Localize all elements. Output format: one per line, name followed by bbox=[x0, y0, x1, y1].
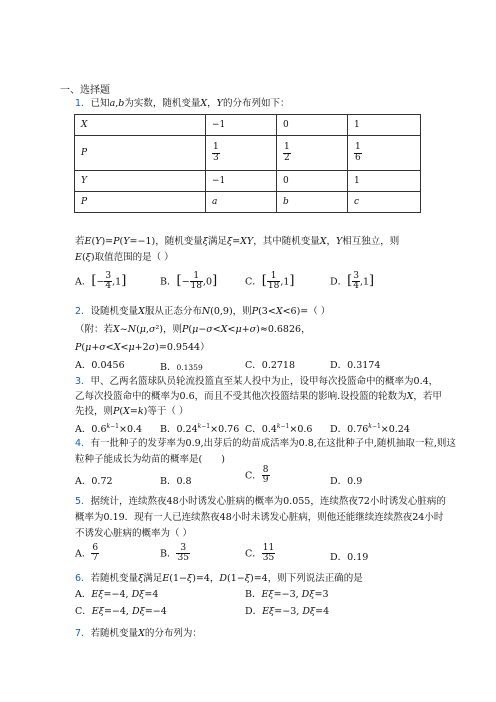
table-cell: c bbox=[348, 192, 421, 213]
q1-option-c: C．[ $\frac{1}{18}$ ,1] bbox=[245, 271, 295, 292]
q1-option-d: D．[ $\frac{3}{4}$ ,1] bbox=[330, 271, 375, 292]
q3-option-c: C．$0.4^{k-1}\times 0.6$ bbox=[245, 423, 313, 436]
q5-line3: 不诱发心脏病的概率为（ ） bbox=[75, 528, 193, 539]
q1-option-a: A．[− $\frac{3}{4}$ ,1] bbox=[75, 271, 127, 292]
table-cell: a bbox=[206, 192, 277, 213]
table-cell: 1 bbox=[348, 171, 421, 192]
table-cell: $\frac{1}{2}$ bbox=[277, 136, 348, 171]
q5-option-b: B． $\frac{3}{35}$ bbox=[160, 543, 189, 564]
q2-option-c: C．0.2718 bbox=[245, 360, 296, 371]
q4-number: 4． bbox=[75, 438, 91, 449]
q4-option-b: B．0.8 bbox=[160, 476, 192, 487]
table-cell: $\frac{1}{6}$ bbox=[348, 136, 421, 171]
q5-option-c: C． $\frac{11}{35}$ bbox=[245, 543, 275, 564]
table-row bbox=[75, 136, 421, 171]
q3-option-b: B．$0.24^{k-1}\times 0.76$ bbox=[160, 423, 240, 436]
q6-option-d: D．Eξ=−3, Dξ=4 bbox=[245, 606, 330, 617]
q1-condition-line1: 若E(Y)=P(Y=−1)，随机变量ξ满足ξ=XY，其中随机变量X，Y相互独立，则 bbox=[75, 236, 400, 247]
q6-option-c: C．Eξ=−4, Dξ=−4 bbox=[75, 606, 167, 617]
q2-option-d: D．0.3174 bbox=[330, 360, 381, 371]
q2-note-line1: （附：若X~N(μ,σ²)，则P(μ−σ<X<μ+σ)≈0.6826， bbox=[75, 324, 311, 335]
distribution-table bbox=[74, 114, 421, 213]
q5-option-a: A． $\frac{6}{7}$ bbox=[75, 543, 99, 564]
q4-line1: 4．有一批种子的发芽率为0.9,出芽后的幼苗成活率为0.8,在这批种子中,随机抽取一粒,则这 bbox=[75, 438, 456, 449]
q6-stem: 6．若随机变量ξ满足E(1−ξ)=4，D(1−ξ)=4，则下列说法正确的是 bbox=[75, 573, 363, 584]
q6-number: 6． bbox=[75, 573, 91, 584]
q5-line1: 5．据统计，连续熬夜48小时诱发心脏病的概率为0.055，连续熬夜72小时诱发心脏病的 bbox=[75, 496, 446, 507]
table-cell: b bbox=[277, 192, 348, 213]
q1-option-b: B．[− $\frac{1}{18}$ ,0] bbox=[160, 271, 218, 292]
q5-line2: 概率为0.19．现有一人已连续熬夜48小时未诱发心脏病，则他还能继续连续熬夜24小时 bbox=[75, 512, 444, 523]
q3-line2: 乙每次投篮命中的概率为0.6，而且不受其他次投篮结果的影响.设投篮的轮数为X，若甲 bbox=[75, 391, 442, 402]
table-cell: −1 bbox=[206, 115, 277, 136]
q4-option-c: C． $\frac{8}{9}$ bbox=[245, 465, 269, 486]
q2-number: 2． bbox=[75, 306, 91, 317]
q3-number: 3． bbox=[75, 376, 91, 387]
table-cell: −1 bbox=[206, 171, 277, 192]
q3-option-d: D．$0.76^{k-1}\times 0.24$ bbox=[330, 423, 410, 436]
table-cell: Y bbox=[75, 171, 206, 192]
table-cell: X bbox=[75, 115, 206, 136]
table-cell: P bbox=[75, 192, 206, 213]
q4-option-d: D．0.9 bbox=[330, 476, 363, 487]
q4-line2: 粒种子能成长为幼苗的概率是( ) bbox=[75, 454, 225, 465]
q6-option-b: B．Eξ=−3, Dξ=3 bbox=[245, 589, 329, 600]
table-row bbox=[75, 192, 421, 213]
q3-line1: 3．甲、乙两名篮球队员轮流投篮直至某人投中为止，设甲每次投篮命中的概率为0.4， bbox=[75, 376, 439, 387]
q1-condition-line2: E(ξ)取值范围的是（ ） bbox=[75, 252, 174, 263]
q6-option-a: A．Eξ=−4, Dξ=4 bbox=[75, 589, 159, 600]
q5-option-d: D．0.19 bbox=[330, 552, 369, 563]
q2-stem: 2．设随机变量X服从正态分布N(0,9)，则P(3<X<6)=（ ） bbox=[75, 306, 331, 317]
q3-option-a: A．$0.6^{k-1}\times 0.4$ bbox=[75, 423, 143, 436]
q2-option-a: A．0.0456 bbox=[75, 360, 125, 371]
section-title: 一、选择题 bbox=[60, 85, 110, 96]
q7-number: 7． bbox=[75, 628, 91, 639]
q1-stem: 1．已知a,b为实数，随机变量X，Y的分布列如下： bbox=[75, 98, 290, 109]
q3-line3: 先投，则P(X=k)等于（ ） bbox=[75, 406, 189, 417]
table-cell: P bbox=[75, 136, 206, 171]
q4-option-a: A．0.72 bbox=[75, 476, 113, 487]
q7-stem: 7．若随机变量X的分布列为： bbox=[75, 628, 202, 639]
table-cell: 1 bbox=[348, 115, 421, 136]
table-cell: 0 bbox=[277, 115, 348, 136]
table-cell: 0 bbox=[277, 171, 348, 192]
q2-note-line2: P(μ+σ<X<μ+2σ)=0.9544） bbox=[75, 342, 210, 353]
q2-option-b: B．0.1359 bbox=[160, 362, 203, 373]
table-row bbox=[75, 115, 421, 136]
q5-number: 5． bbox=[75, 496, 91, 507]
table-row bbox=[75, 171, 421, 192]
q1-number: 1． bbox=[75, 98, 91, 109]
table-cell: $\frac{1}{3}$ bbox=[206, 136, 277, 171]
